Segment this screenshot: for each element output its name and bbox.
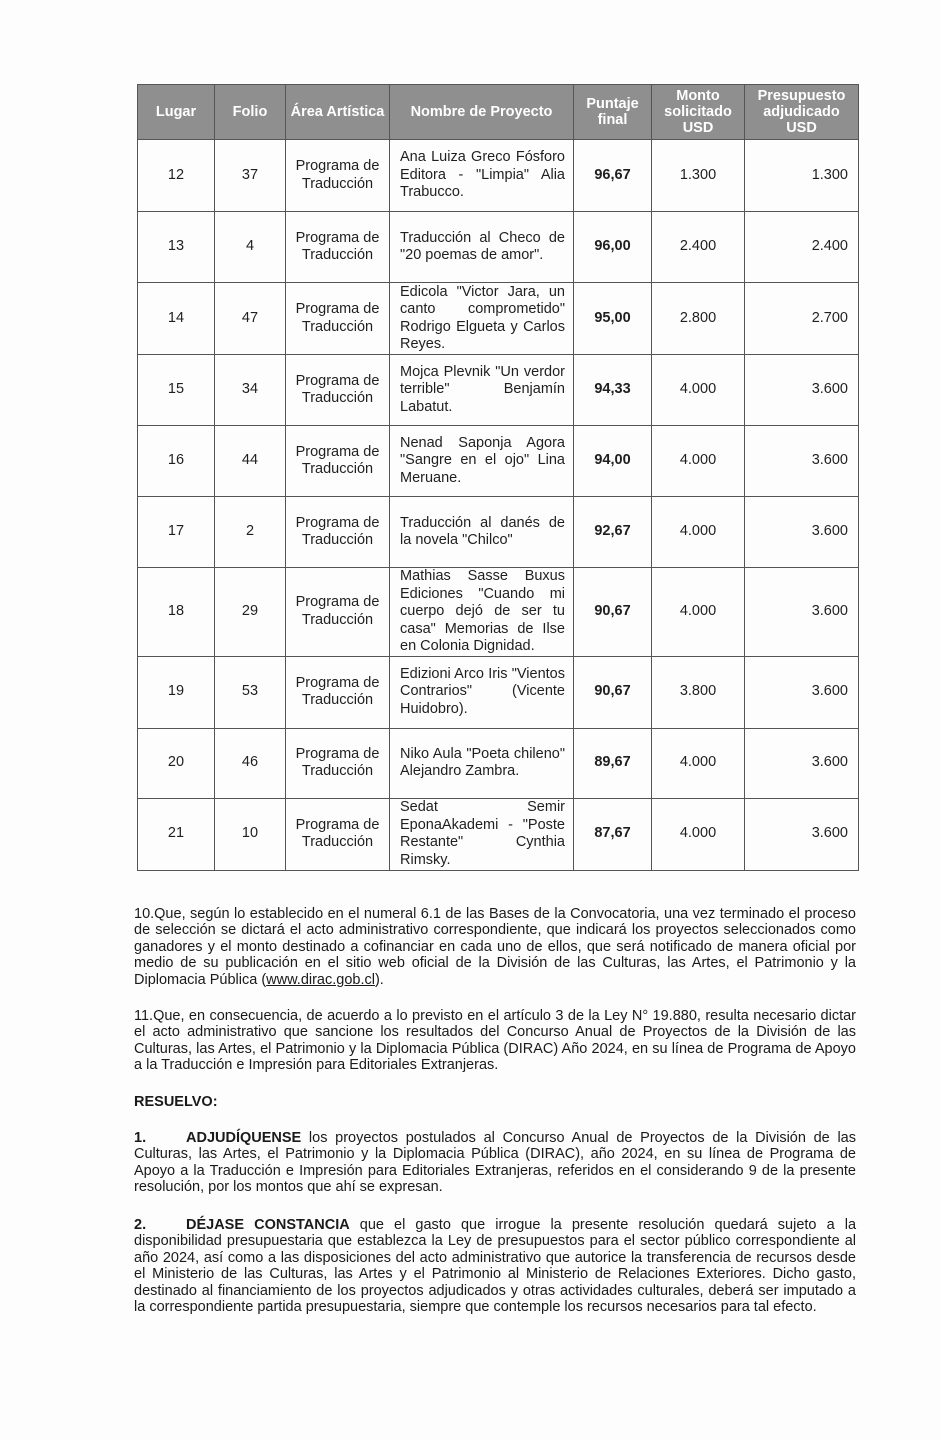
cell-area: Programa de Traducción bbox=[286, 798, 390, 870]
cell-folio: 53 bbox=[215, 656, 286, 728]
resuelvo-item-2 bbox=[134, 1217, 856, 1315]
considerando-10-end: ). bbox=[374, 971, 384, 988]
table-row bbox=[138, 568, 859, 657]
header-monto-solicitado: Monto solicitado USD bbox=[652, 85, 745, 140]
table-row bbox=[138, 728, 859, 798]
cell-presupuesto-adjudicado: 3.600 bbox=[745, 426, 859, 497]
table-row bbox=[138, 426, 859, 497]
resuelvo-item-2-number: 2. bbox=[134, 1217, 147, 1233]
cell-folio: 34 bbox=[215, 355, 286, 426]
cell-area: Programa de Traducción bbox=[286, 283, 390, 355]
resuelvo-item-1-text: los proyectos postulados al Concurso Anual de Proyectos de la División de las Culturas, las Artes, el Patrimonio y la Diplomacia Pública (DIRAC), año 2024, en su línea de Programa de Apoyo a la Traducción e Impresión para Editoriales Extranjeras, referidos en el considerando 9 de la presente resolución, por los montos que ahí se expresan. bbox=[134, 1130, 856, 1196]
resuelvo-item-1 bbox=[134, 1130, 856, 1196]
cell-lugar: 16 bbox=[138, 426, 215, 497]
considerando-10-text: 10.Que, según lo establecido en el numeral 6.1 de las Bases de la Convocatoria, una vez terminado el proceso de selección se dictará el acto administrativo correspondiente, que indicará los proyectos seleccionados como ganadores y el monto destinado a cofinanciar en cada uno de ellos, que será notificado de manera oficial por medio de su publicación en el sitio web oficial de la División de las Culturas, las Artes, el Patrimonio y la Diplomacia Pública ( bbox=[134, 906, 856, 988]
cell-monto-solicitado: 2.400 bbox=[652, 212, 745, 283]
results-table bbox=[137, 84, 859, 871]
cell-folio: 47 bbox=[215, 283, 286, 355]
resuelvo-item-1-number: 1. bbox=[134, 1130, 147, 1146]
header-folio: Folio bbox=[215, 85, 286, 140]
cell-presupuesto-adjudicado: 2.400 bbox=[745, 212, 859, 283]
cell-monto-solicitado: 4.000 bbox=[652, 568, 745, 657]
cell-monto-solicitado: 4.000 bbox=[652, 426, 745, 497]
cell-folio: 37 bbox=[215, 140, 286, 212]
cell-presupuesto-adjudicado: 3.600 bbox=[745, 355, 859, 426]
cell-presupuesto-adjudicado: 1.300 bbox=[745, 140, 859, 212]
cell-lugar: 14 bbox=[138, 283, 215, 355]
cell-proyecto: Sedat Semir EponaAkademi - "Poste Restante" Cynthia Rimsky. bbox=[390, 798, 574, 870]
cell-proyecto: Traducción al danés de la novela "Chilco" bbox=[390, 497, 574, 568]
cell-monto-solicitado: 1.300 bbox=[652, 140, 745, 212]
cell-puntaje: 94,00 bbox=[574, 426, 652, 497]
cell-lugar: 17 bbox=[138, 497, 215, 568]
cell-area: Programa de Traducción bbox=[286, 497, 390, 568]
cell-presupuesto-adjudicado: 3.600 bbox=[745, 798, 859, 870]
cell-monto-solicitado: 2.800 bbox=[652, 283, 745, 355]
cell-monto-solicitado: 4.000 bbox=[652, 497, 745, 568]
cell-puntaje: 89,67 bbox=[574, 728, 652, 798]
cell-folio: 2 bbox=[215, 497, 286, 568]
cell-monto-solicitado: 4.000 bbox=[652, 355, 745, 426]
cell-area: Programa de Traducción bbox=[286, 728, 390, 798]
cell-proyecto: Ana Luiza Greco Fósforo Editora - "Limpia" Alia Trabucco. bbox=[390, 140, 574, 212]
cell-area: Programa de Traducción bbox=[286, 140, 390, 212]
cell-lugar: 21 bbox=[138, 798, 215, 870]
table-row bbox=[138, 355, 859, 426]
cell-folio: 4 bbox=[215, 212, 286, 283]
table-row bbox=[138, 656, 859, 728]
cell-area: Programa de Traducción bbox=[286, 212, 390, 283]
cell-puntaje: 95,00 bbox=[574, 283, 652, 355]
cell-proyecto: Edizioni Arco Iris "Vientos Contrarios" (Vicente Huidobro). bbox=[390, 656, 574, 728]
cell-presupuesto-adjudicado: 3.600 bbox=[745, 656, 859, 728]
table-row bbox=[138, 798, 859, 870]
cell-lugar: 18 bbox=[138, 568, 215, 657]
cell-presupuesto-adjudicado: 3.600 bbox=[745, 497, 859, 568]
cell-puntaje: 92,67 bbox=[574, 497, 652, 568]
resuelvo-item-2-text: que el gasto que irrogue la presente resolución quedará sujeto a la disponibilidad presupuestaria que establezca la Ley de presupuestos para el sector público correspondiente al año 2024, así como a las disposiciones del acto administrativo que autorice la transferencia de recursos desde el Ministerio de las Culturas, las Artes y el Patrimonio al Ministerio de Relaciones Exteriores. Dicho gasto, destinado al financiamiento de los proyectos adjudicados y otras actividades culturales, deberá ser imputado a la correspondiente partida presupuestaria, siempre que contemple los recursos necesarios para tal efecto. bbox=[134, 1217, 857, 1316]
header-area-artistica: Área Artística bbox=[286, 85, 390, 140]
cell-proyecto: Mathias Sasse Buxus Ediciones "Cuando mi cuerpo dejó de ser tu casa" Memorias de Ilse en Colonia Dignidad. bbox=[390, 568, 574, 657]
cell-presupuesto-adjudicado: 2.700 bbox=[745, 283, 859, 355]
cell-monto-solicitado: 4.000 bbox=[652, 798, 745, 870]
considerando-10 bbox=[134, 906, 856, 988]
table-row bbox=[138, 283, 859, 355]
cell-area: Programa de Traducción bbox=[286, 426, 390, 497]
header-presupuesto-adjudicado: Presupuesto adjudicado USD bbox=[745, 85, 859, 140]
cell-area: Programa de Traducción bbox=[286, 355, 390, 426]
resuelvo-heading: RESUELVO: bbox=[134, 1094, 218, 1110]
table-row bbox=[138, 140, 859, 212]
cell-lugar: 12 bbox=[138, 140, 215, 212]
cell-presupuesto-adjudicado: 3.600 bbox=[745, 728, 859, 798]
resuelvo-item-2-verb: DÉJASE CONSTANCIA bbox=[186, 1217, 350, 1233]
cell-area: Programa de Traducción bbox=[286, 656, 390, 728]
cell-lugar: 13 bbox=[138, 212, 215, 283]
considerando-11: 11.Que, en consecuencia, de acuerdo a lo previsto en el artículo 3 de la Ley N° 19.880, resulta necesario dictar el acto administrativo que sancione los resultados del Concurso Anual de Proyectos de la División de las Culturas, las Artes, el Patrimonio y la Diplomacia Pública (DIRAC) Año 2024, en su línea de Programa de Apoyo a la Traducción e Impresión para Editoriales Extranjeras. bbox=[134, 1008, 856, 1074]
cell-monto-solicitado: 3.800 bbox=[652, 656, 745, 728]
cell-puntaje: 94,33 bbox=[574, 355, 652, 426]
header-puntaje-final: Puntaje final bbox=[574, 85, 652, 140]
cell-lugar: 19 bbox=[138, 656, 215, 728]
cell-proyecto: Edicola "Victor Jara, un canto comprometido" Rodrigo Elgueta y Carlos Reyes. bbox=[390, 283, 574, 355]
cell-proyecto: Nenad Saponja Agora "Sangre en el ojo" Lina Meruane. bbox=[390, 426, 574, 497]
cell-puntaje: 96,67 bbox=[574, 140, 652, 212]
cell-puntaje: 90,67 bbox=[574, 656, 652, 728]
header-nombre-proyecto: Nombre de Proyecto bbox=[390, 85, 574, 140]
header-lugar: Lugar bbox=[138, 85, 215, 140]
cell-monto-solicitado: 4.000 bbox=[652, 728, 745, 798]
cell-lugar: 20 bbox=[138, 728, 215, 798]
cell-folio: 29 bbox=[215, 568, 286, 657]
cell-proyecto: Niko Aula "Poeta chileno" Alejandro Zambra. bbox=[390, 728, 574, 798]
dirac-website-link[interactable]: www.dirac.gob.cl bbox=[266, 971, 375, 988]
cell-puntaje: 90,67 bbox=[574, 568, 652, 657]
cell-presupuesto-adjudicado: 3.600 bbox=[745, 568, 859, 657]
cell-folio: 10 bbox=[215, 798, 286, 870]
resuelvo-item-1-verb: ADJUDÍQUENSE bbox=[186, 1130, 302, 1146]
cell-proyecto: Mojca Plevnik "Un verdor terrible" Benjamín Labatut. bbox=[390, 355, 574, 426]
cell-puntaje: 87,67 bbox=[574, 798, 652, 870]
table-row bbox=[138, 497, 859, 568]
table-row bbox=[138, 212, 859, 283]
table-header-row bbox=[138, 85, 859, 140]
cell-folio: 46 bbox=[215, 728, 286, 798]
cell-puntaje: 96,00 bbox=[574, 212, 652, 283]
cell-lugar: 15 bbox=[138, 355, 215, 426]
cell-folio: 44 bbox=[215, 426, 286, 497]
cell-proyecto: Traducción al Checo de "20 poemas de amor". bbox=[390, 212, 574, 283]
cell-area: Programa de Traducción bbox=[286, 568, 390, 657]
